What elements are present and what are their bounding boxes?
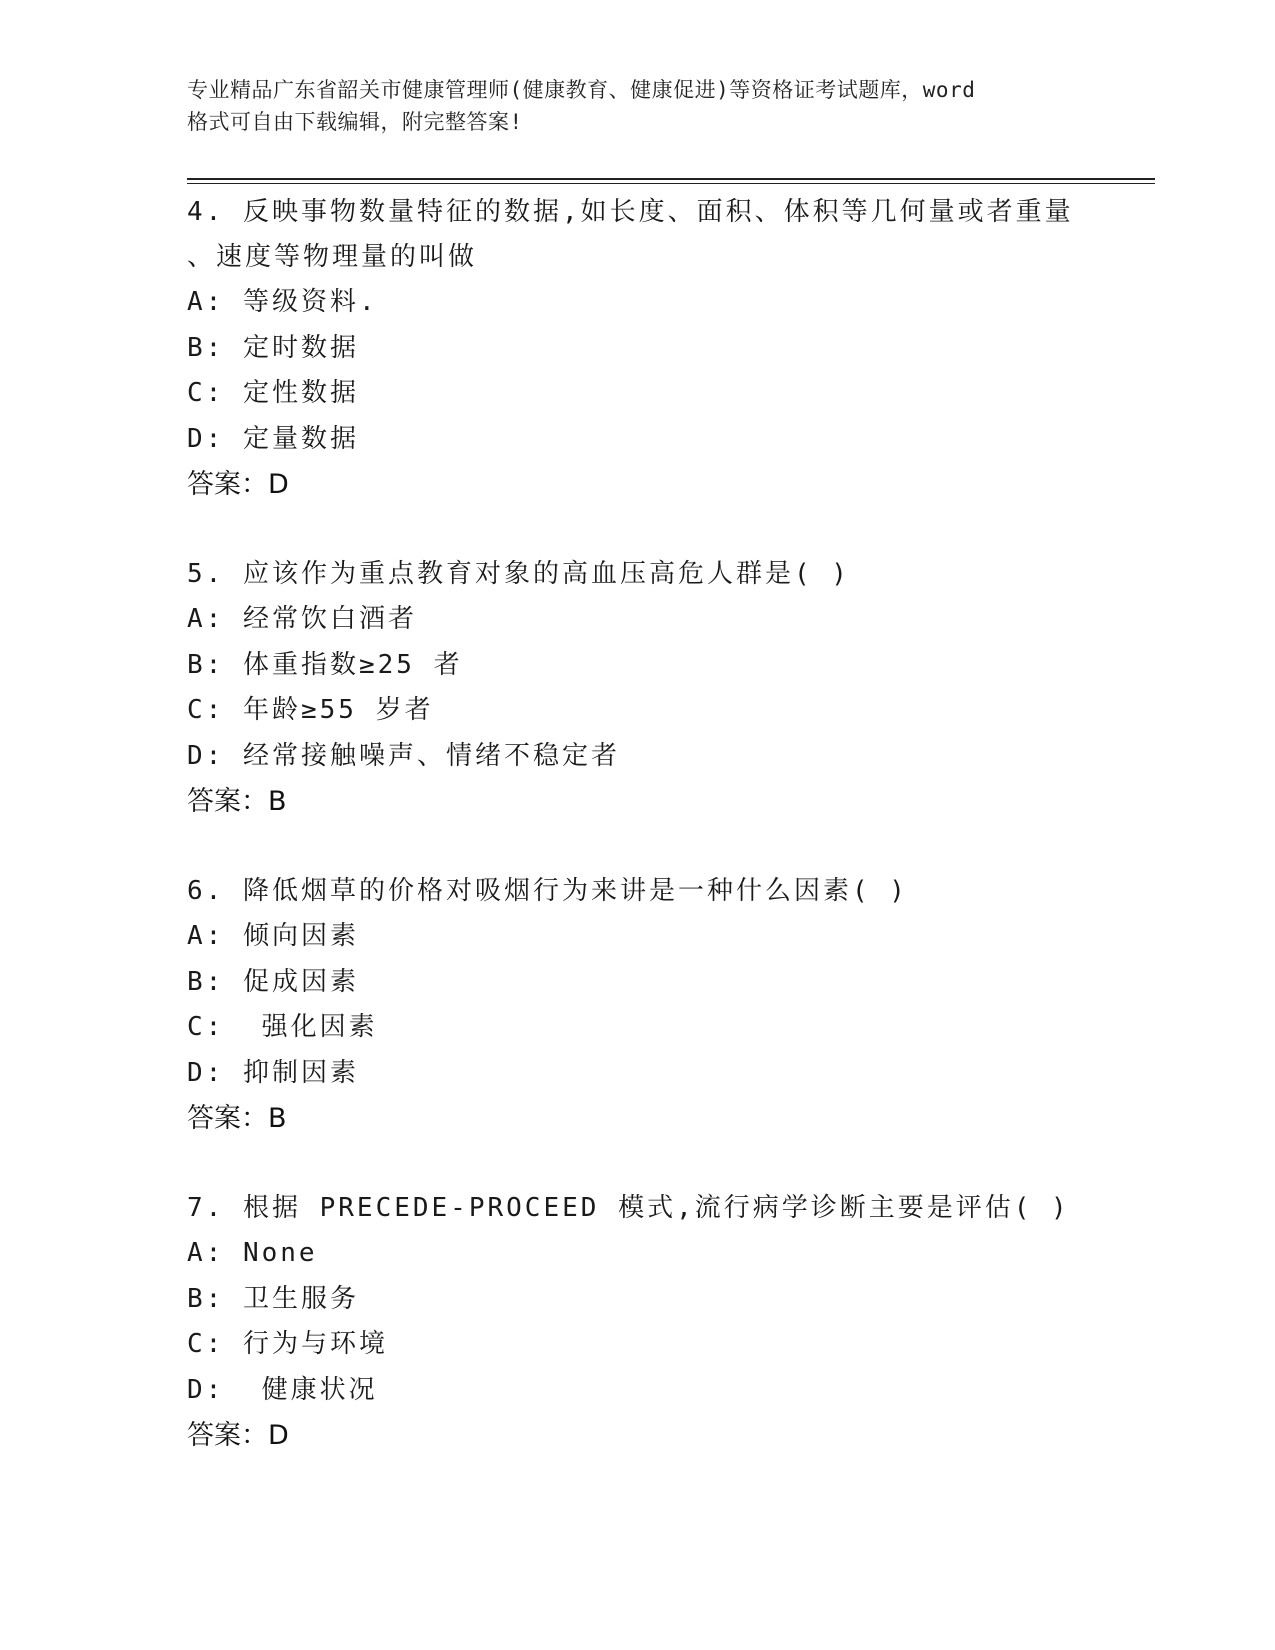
answer: 答案：D	[187, 469, 289, 500]
header-line-2: 格式可自由下载编辑，附完整答案!	[187, 110, 523, 134]
option-d: D: 经常接触噪声、情绪不稳定者	[187, 740, 620, 771]
option-c: C: 定性数据	[187, 378, 359, 408]
option-d: D: 定量数据	[187, 423, 359, 454]
option-b: B: 定时数据	[187, 332, 359, 363]
document-header	[187, 74, 1087, 138]
question-stem-continued: 、速度等物理量的叫做	[187, 242, 478, 272]
option-a: A: 倾向因素	[187, 921, 359, 951]
option-c: C: 强化因素	[187, 1012, 378, 1042]
answer: 答案：B	[187, 786, 287, 817]
option-a: A: None	[187, 1238, 318, 1268]
question-stem: 6. 降低烟草的价格对吸烟行为来讲是一种什么因素( )	[187, 876, 908, 906]
option-c: C: 年龄≥55 岁者	[187, 695, 434, 725]
question-5	[187, 552, 1147, 825]
option-d: D: 健康状况	[187, 1374, 378, 1405]
question-4	[187, 190, 1147, 508]
answer: 答案：D	[187, 1420, 289, 1451]
header-line-1: 专业精品广东省韶关市健康管理师(健康教育、健康促进)等资格证考试题库，word	[187, 78, 976, 102]
option-b: B: 卫生服务	[187, 1283, 359, 1314]
header-rule-thick	[187, 178, 1155, 180]
option-b: B: 体重指数≥25 者	[187, 649, 463, 680]
question-stem: 5. 应该作为重点教育对象的高血压高危人群是( )	[187, 559, 850, 589]
question-list	[187, 190, 1147, 1503]
option-c: C: 行为与环境	[187, 1329, 388, 1359]
question-stem: 4. 反映事物数量特征的数据,如长度、面积、体积等几何量或者重量	[187, 197, 1074, 227]
option-d: D: 抑制因素	[187, 1057, 359, 1088]
option-a: A: 经常饮白酒者	[187, 604, 417, 634]
question-7	[187, 1186, 1147, 1459]
header-rule-thin	[187, 183, 1155, 184]
option-a: A: 等级资料.	[187, 287, 378, 317]
question-6	[187, 869, 1147, 1142]
question-stem: 7. 根据 PRECEDE-PROCEED 模式,流行病学诊断主要是评估( )	[187, 1193, 1070, 1223]
answer: 答案：B	[187, 1103, 287, 1134]
option-b: B: 促成因素	[187, 966, 359, 997]
